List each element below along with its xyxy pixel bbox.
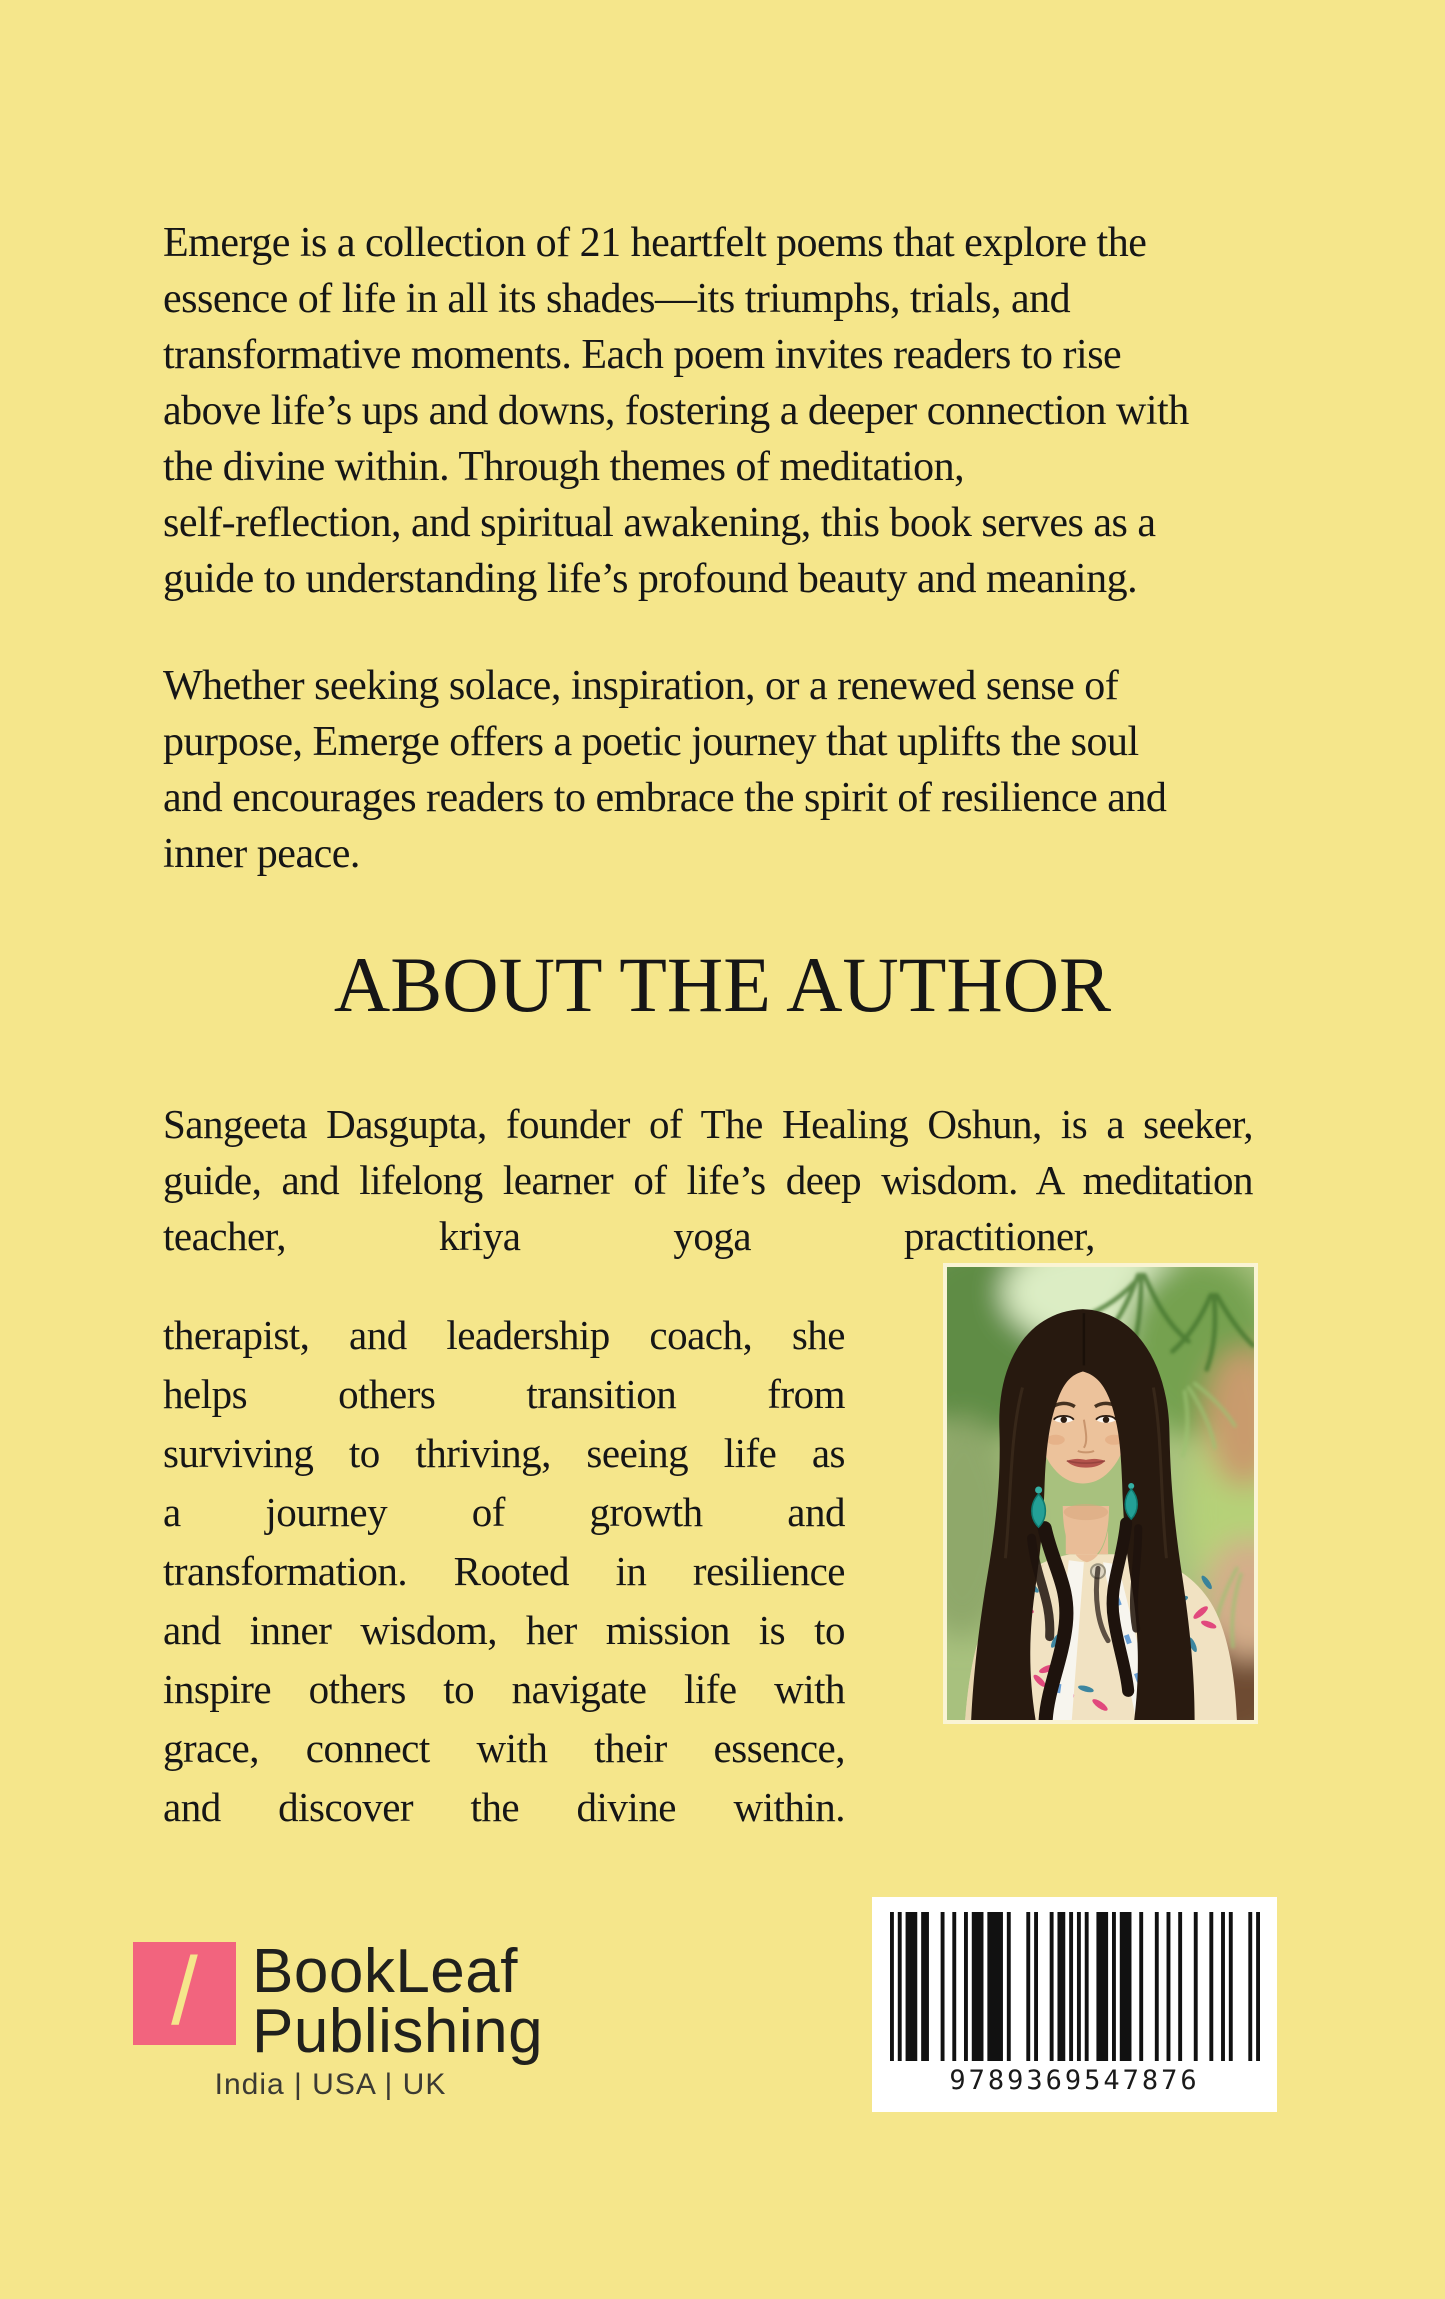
text-line: purpose, Emerge offers a poetic journey that uplifts the soul: [163, 719, 1139, 765]
text-line: Emerge is a collection of 21 heartfelt poems that explore the: [163, 220, 1147, 266]
book-synopsis: [163, 215, 1283, 882]
text-line: inspire others to navigate life with: [163, 1666, 845, 1712]
text-line: guide to understanding life’s profound beauty and meaning.: [163, 556, 1138, 602]
isbn-barcode: [872, 1897, 1277, 2112]
barcode-bars: [890, 1912, 1260, 2061]
text-line: grace, connect with their essence,: [163, 1725, 845, 1771]
text-line: therapist, and leadership coach, she: [163, 1312, 845, 1358]
isbn-number: 9789369547876: [949, 2065, 1200, 2096]
text-line: guide, and lifelong learner of life’s deep wisdom. A meditation: [163, 1157, 1253, 1203]
text-line: helps others transition from: [163, 1371, 845, 1417]
text-line: and encourages readers to embrace the spirit of resilience and: [163, 775, 1167, 821]
slash-logo-icon: /: [171, 1937, 198, 2045]
about-the-author-heading: ABOUT THE AUTHOR: [333, 941, 1112, 1028]
text-line: transformative moments. Each poem invites readers to rise: [163, 332, 1122, 378]
text-line: essence of life in all its shades—its triumphs, trials, and: [163, 276, 1071, 322]
text-line: and discover the divine within.: [163, 1784, 845, 1830]
text-line: above life’s ups and downs, fostering a deeper connection with: [163, 388, 1189, 434]
text-line: teacher, kriya yoga practitioner,: [163, 1213, 1095, 1259]
publisher-block: [133, 1937, 544, 2066]
text-line: a journey of growth and: [163, 1489, 845, 1535]
text-line: surviving to thriving, seeing life as: [163, 1430, 845, 1476]
text-line: and inner wisdom, her mission is to: [163, 1607, 845, 1653]
publisher-name-line1: BookLeaf: [252, 1937, 518, 2006]
text-line: Whether seeking solace, inspiration, or a renewed sense of: [163, 663, 1119, 709]
text-line: inner peace.: [163, 831, 360, 877]
author-photo-illustration: [947, 1267, 1254, 1720]
publisher-regions: India | USA | UK: [214, 2068, 447, 2101]
synopsis-paragraph-1: [163, 215, 1283, 607]
synopsis-paragraph-2: [163, 658, 1283, 882]
publisher-name: [252, 1937, 544, 2066]
text-line: the divine within. Through themes of meditation,: [163, 444, 965, 490]
text-line: transformation. Rooted in resilience: [163, 1548, 845, 1594]
author-bio-paragraph: [163, 1306, 845, 1837]
author-photo: [943, 1263, 1258, 1724]
author-intro-paragraph: [163, 1096, 1253, 1264]
publisher-name-line2: Publishing: [252, 1997, 544, 2066]
bookleaf-logo: [133, 1937, 236, 2045]
text-line: self-reflection, and spiritual awakening, this book serves as a: [163, 500, 1156, 546]
text-line: Sangeeta Dasgupta, founder of The Healing Oshun, is a seeker,: [163, 1101, 1253, 1147]
